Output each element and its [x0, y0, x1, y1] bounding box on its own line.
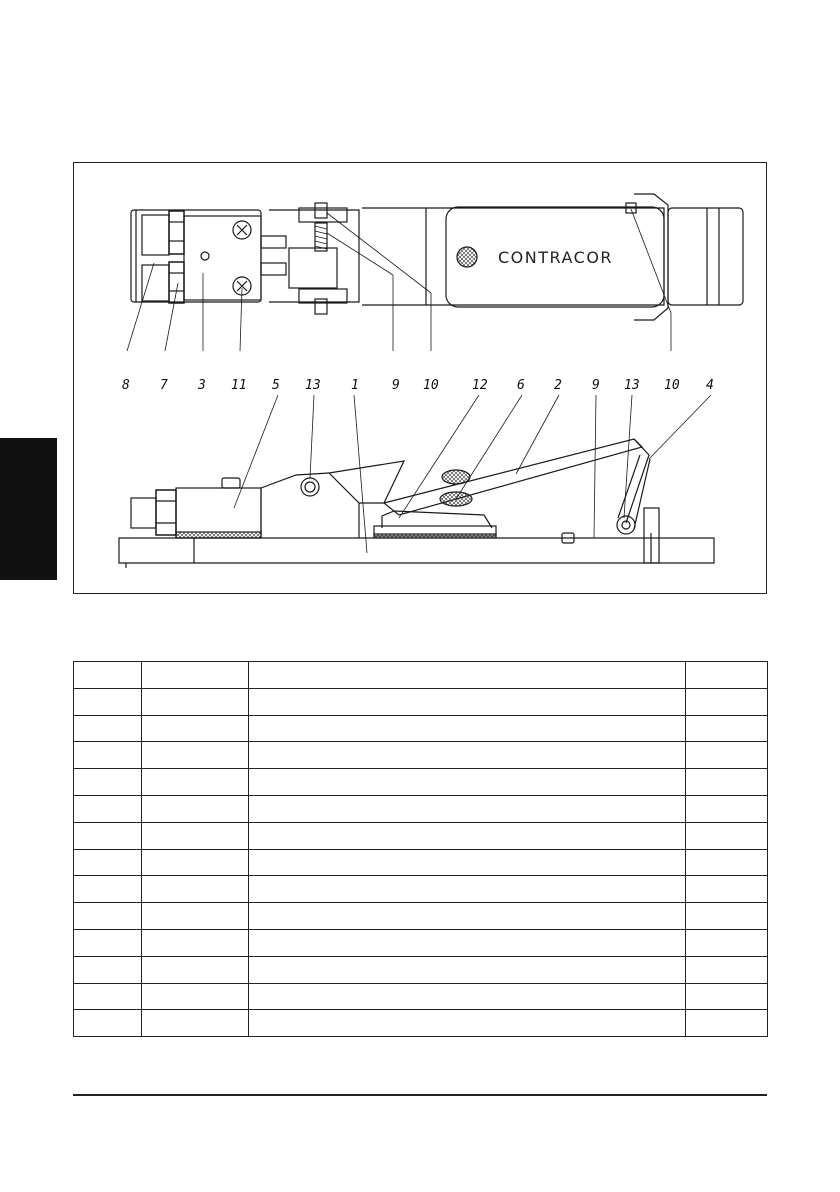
parts-table-body	[74, 662, 768, 1037]
table-cell	[249, 715, 686, 742]
callout-9: 9	[392, 378, 400, 393]
table-cell	[249, 822, 686, 849]
table-cell	[74, 929, 142, 956]
callout-3: 3	[198, 378, 206, 393]
table-row	[74, 956, 768, 983]
table-row	[74, 822, 768, 849]
table-cell	[249, 769, 686, 796]
table-cell	[686, 1010, 768, 1037]
brand-label: CONTRACOR	[498, 248, 614, 267]
chapter-tab	[0, 438, 57, 580]
technical-drawing	[74, 163, 768, 595]
table-cell	[142, 956, 249, 983]
top-leader-lines	[127, 209, 671, 351]
table-cell	[74, 983, 142, 1010]
table-cell	[74, 903, 142, 930]
table-cell	[249, 956, 686, 983]
table-cell	[142, 903, 249, 930]
table-cell	[686, 849, 768, 876]
callout-4: 4	[706, 378, 714, 393]
table-cell	[142, 688, 249, 715]
table-cell	[142, 742, 249, 769]
callout-13: 13	[305, 378, 321, 393]
table-cell	[142, 1010, 249, 1037]
callout-6: 6	[517, 378, 525, 393]
table-row	[74, 903, 768, 930]
table-cell	[142, 795, 249, 822]
table-cell	[249, 849, 686, 876]
table-cell	[142, 822, 249, 849]
table-row	[74, 795, 768, 822]
table-cell	[142, 662, 249, 689]
table-cell	[142, 983, 249, 1010]
table-cell	[686, 822, 768, 849]
table-cell	[249, 876, 686, 903]
table-cell	[249, 929, 686, 956]
table-cell	[74, 662, 142, 689]
table-cell	[74, 688, 142, 715]
callout-7: 7	[160, 378, 168, 393]
table-row	[74, 983, 768, 1010]
table-row	[74, 688, 768, 715]
callout-8: 8	[122, 378, 130, 393]
footer-divider	[73, 1094, 767, 1096]
table-cell	[686, 662, 768, 689]
table-row	[74, 849, 768, 876]
table-cell	[249, 662, 686, 689]
table-row	[74, 715, 768, 742]
callout-11: 11	[231, 378, 247, 393]
table-row	[74, 769, 768, 796]
table-cell	[74, 769, 142, 796]
callout-10: 10	[423, 378, 439, 393]
top-view	[131, 194, 743, 320]
table-cell	[249, 983, 686, 1010]
table-cell	[74, 822, 142, 849]
table-cell	[249, 903, 686, 930]
table-cell	[74, 795, 142, 822]
table-row	[74, 1010, 768, 1037]
table-row	[74, 876, 768, 903]
callout-2: 2	[554, 378, 562, 393]
table-cell	[74, 876, 142, 903]
table-row	[74, 929, 768, 956]
table-cell	[142, 769, 249, 796]
table-cell	[74, 715, 142, 742]
table-cell	[142, 929, 249, 956]
parts-list-table	[73, 661, 768, 1037]
technical-drawing-frame	[73, 162, 767, 594]
table-cell	[74, 956, 142, 983]
table-cell	[686, 715, 768, 742]
table-cell	[686, 876, 768, 903]
callout-13b: 13	[624, 378, 640, 393]
table-cell	[142, 849, 249, 876]
table-cell	[686, 795, 768, 822]
table-cell	[74, 849, 142, 876]
callout-9b: 9	[592, 378, 600, 393]
table-cell	[686, 956, 768, 983]
table-cell	[249, 795, 686, 822]
table-cell	[686, 929, 768, 956]
table-cell	[686, 688, 768, 715]
table-cell	[249, 688, 686, 715]
table-cell	[686, 903, 768, 930]
callout-10b: 10	[664, 378, 680, 393]
table-cell	[142, 715, 249, 742]
table-row	[74, 742, 768, 769]
table-row	[74, 662, 768, 689]
table-cell	[74, 1010, 142, 1037]
callout-row	[122, 378, 714, 393]
table-cell	[686, 742, 768, 769]
table-cell	[686, 769, 768, 796]
table-cell	[686, 983, 768, 1010]
table-cell	[74, 742, 142, 769]
table-cell	[249, 742, 686, 769]
callout-5: 5	[272, 378, 280, 393]
table-cell	[142, 876, 249, 903]
table-cell	[249, 1010, 686, 1037]
callout-1: 1	[351, 378, 359, 393]
callout-12: 12	[472, 378, 488, 393]
